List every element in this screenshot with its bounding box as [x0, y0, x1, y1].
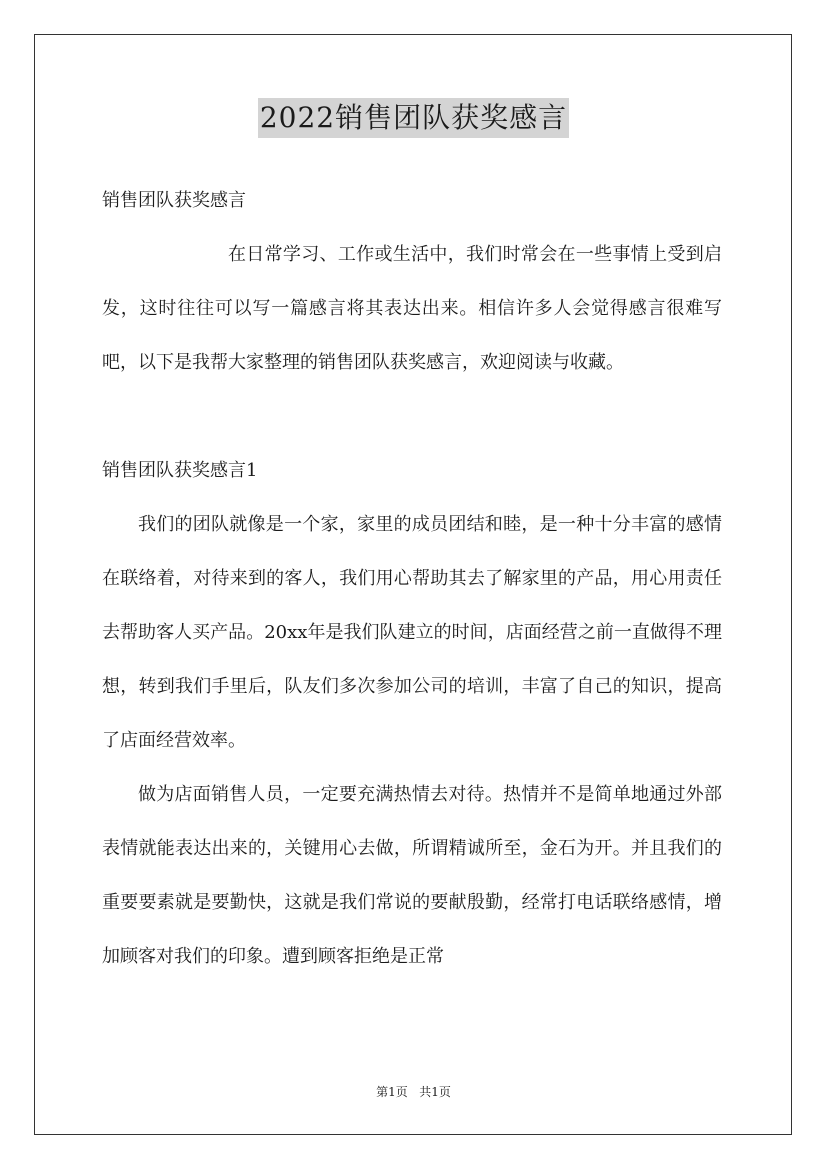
document-body [102, 174, 722, 984]
document-title [0, 98, 827, 138]
section-heading: 销售团队获奖感言1 [102, 460, 258, 481]
blank-line [102, 390, 722, 444]
page-number: 第1页 [376, 1085, 408, 1099]
subtitle: 销售团队获奖感言 [102, 190, 246, 211]
page-footer [0, 1083, 827, 1101]
total-pages: 共1页 [419, 1085, 451, 1099]
body-paragraph-1: 我们的团队就像是一个家，家里的成员团结和睦，是一种十分丰富的感情在联络着，对待来到的客人，我们用心帮助其去了解家里的产品，用心用责任去帮助客人买产品。20xx年是我们队建立的时间，店面经营之前一直做得不理想，转到我们手里后，队友们多次参加公司的培训，丰富了自己的知识，提高了店面经营效率。 [102, 514, 722, 751]
body-paragraph-2: 做为店面销售人员，一定要充满热情去对待。热情并不是简单地通过外部表情就能表达出来的，关键用心去做，所谓精诚所至，金石为开。并且我们的重要要素就是要勤快，这就是我们常说的要献殷勤，经常打电话联络感情，增加顾客对我们的印象。遭到顾客拒绝是正常 [102, 784, 722, 967]
intro-paragraph: 在日常学习、工作或生活中，我们时常会在一些事情上受到启发，这时往往可以写一篇感言将其表达出来。相信许多人会觉得感言很难写吧，以下是我帮大家整理的销售团队获奖感言，欢迎阅读与收藏。 [102, 244, 722, 373]
title-text: 2022销售团队获奖感言 [258, 98, 569, 138]
